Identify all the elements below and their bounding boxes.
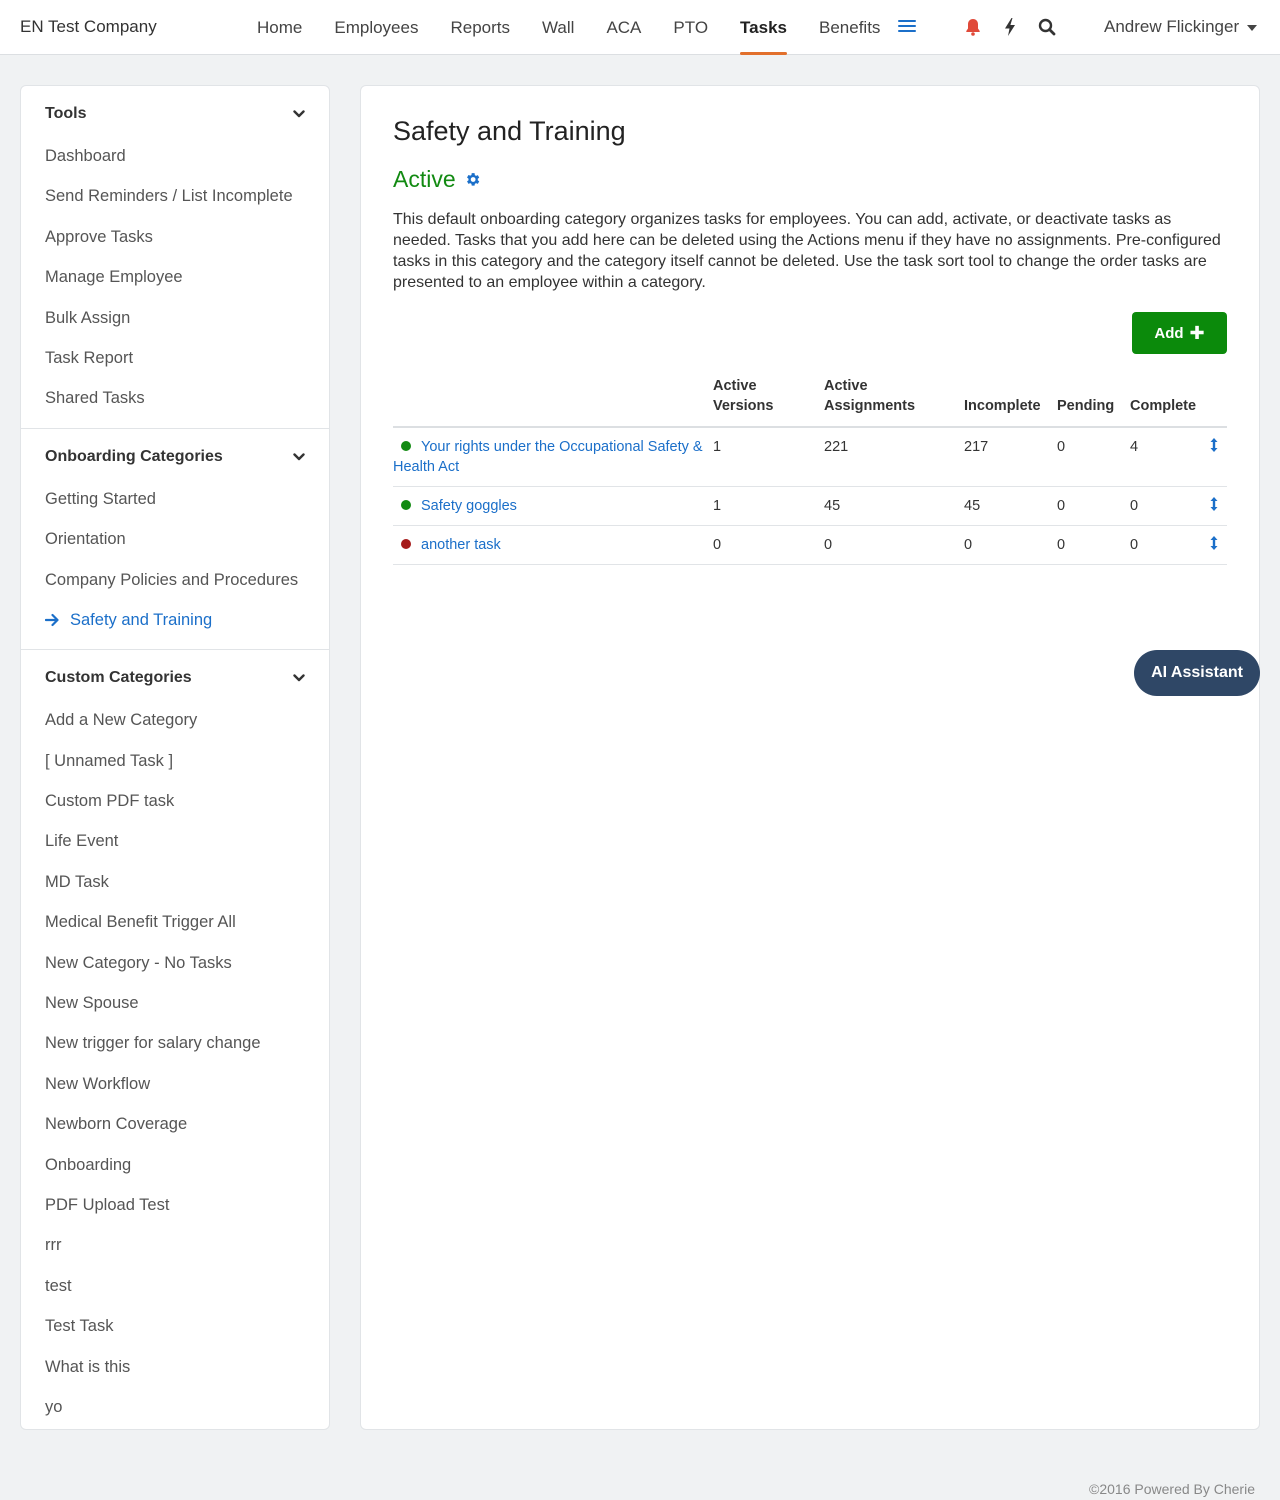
sidebar-item-custom[interactable]: New Category - No Tasks bbox=[45, 953, 232, 972]
nav-reports[interactable]: Reports bbox=[450, 17, 510, 37]
sort-handle-icon[interactable] bbox=[1209, 535, 1219, 551]
task-link[interactable]: Safety goggles bbox=[421, 498, 517, 514]
section-title: Custom Categories bbox=[45, 669, 192, 687]
sort-cell bbox=[1200, 526, 1227, 565]
sidebar-item-add-category[interactable]: Add a New Category bbox=[45, 711, 198, 730]
menu-icon[interactable] bbox=[898, 20, 916, 34]
complete-cell: 0 bbox=[1130, 526, 1200, 565]
sidebar-item-bulk-assign[interactable]: Bulk Assign bbox=[45, 308, 131, 327]
table-row bbox=[393, 526, 1227, 565]
nav-aca[interactable]: ACA bbox=[606, 17, 642, 37]
caret-down-icon bbox=[1247, 25, 1257, 31]
sidebar-item-safety-and-training[interactable] bbox=[21, 600, 329, 640]
nav-wall[interactable]: Wall bbox=[542, 17, 575, 37]
sidebar-item-custom[interactable]: What is this bbox=[45, 1357, 131, 1376]
active-assignments-cell: 45 bbox=[824, 487, 964, 526]
section-title: Onboarding Categories bbox=[45, 447, 223, 465]
sidebar-item-custom[interactable]: New Workflow bbox=[45, 1074, 151, 1093]
sidebar-item-custom[interactable]: Custom PDF task bbox=[45, 792, 175, 811]
incomplete-cell: 45 bbox=[964, 487, 1057, 526]
sidebar-item-custom[interactable]: [ Unnamed Task ] bbox=[45, 751, 174, 770]
nav-benefits[interactable]: Benefits bbox=[819, 17, 881, 37]
sort-cell bbox=[1200, 487, 1227, 526]
chevron-down-icon[interactable] bbox=[293, 451, 305, 463]
sidebar bbox=[20, 85, 330, 1430]
sidebar-item-custom[interactable]: rrr bbox=[45, 1236, 62, 1255]
task-name-cell bbox=[393, 526, 713, 565]
category-status bbox=[393, 166, 481, 193]
add-button-label: Add bbox=[1154, 324, 1184, 342]
tools-section-header[interactable] bbox=[21, 102, 329, 126]
section-title: Tools bbox=[45, 105, 87, 122]
sidebar-item-custom[interactable]: yo bbox=[45, 1397, 63, 1416]
task-name-cell bbox=[393, 427, 713, 487]
sidebar-item-custom[interactable]: Newborn Coverage bbox=[45, 1115, 188, 1134]
tasks-table bbox=[393, 376, 1227, 565]
main-panel bbox=[360, 85, 1260, 1430]
tools-section bbox=[21, 86, 329, 429]
table-header-row bbox=[393, 376, 1227, 427]
inactive-status-dot bbox=[401, 539, 411, 549]
arrow-right-icon bbox=[45, 613, 60, 627]
incomplete-cell: 0 bbox=[964, 526, 1057, 565]
active-assignments-cell: 0 bbox=[824, 526, 964, 565]
plus-icon: ✚ bbox=[1189, 323, 1205, 343]
ai-assistant-button[interactable]: AI Assistant bbox=[1134, 650, 1260, 696]
active-versions-cell: 1 bbox=[713, 487, 824, 526]
sidebar-item-label: Safety and Training bbox=[70, 610, 213, 629]
company-name[interactable]: EN Test Company bbox=[20, 17, 157, 36]
pending-cell: 0 bbox=[1057, 427, 1130, 487]
sidebar-item-custom[interactable]: test bbox=[45, 1276, 72, 1295]
bell-icon[interactable] bbox=[962, 16, 984, 38]
sidebar-item-shared-tasks[interactable]: Shared Tasks bbox=[45, 389, 145, 408]
pending-cell: 0 bbox=[1057, 526, 1130, 565]
status-label: Active bbox=[393, 166, 456, 192]
sort-handle-icon[interactable] bbox=[1209, 496, 1219, 512]
custom-section bbox=[21, 650, 329, 1436]
pending-cell: 0 bbox=[1057, 487, 1130, 526]
nav-employees[interactable]: Employees bbox=[334, 17, 419, 37]
search-icon[interactable] bbox=[1036, 16, 1058, 38]
col-header-name bbox=[393, 376, 713, 427]
sidebar-item-custom[interactable]: New trigger for salary change bbox=[45, 1034, 261, 1053]
sort-cell bbox=[1200, 427, 1227, 487]
chevron-down-icon[interactable] bbox=[293, 108, 305, 120]
sidebar-item-dashboard[interactable]: Dashboard bbox=[45, 147, 126, 165]
active-versions-cell: 0 bbox=[713, 526, 824, 565]
sidebar-item-custom[interactable]: Life Event bbox=[45, 832, 119, 851]
sidebar-item-task-report[interactable]: Task Report bbox=[45, 348, 134, 367]
bolt-icon[interactable] bbox=[999, 16, 1021, 38]
sidebar-item-custom[interactable]: New Spouse bbox=[45, 994, 139, 1013]
table-row bbox=[393, 427, 1227, 487]
chevron-down-icon[interactable] bbox=[293, 672, 305, 684]
incomplete-cell: 217 bbox=[964, 427, 1057, 487]
sidebar-item-orientation[interactable]: Orientation bbox=[45, 530, 126, 549]
task-link[interactable]: Your rights under the Occupational Safety & Health Act bbox=[393, 439, 703, 475]
task-link[interactable]: another task bbox=[421, 537, 501, 553]
user-menu[interactable] bbox=[1104, 17, 1257, 37]
sidebar-item-approve-tasks[interactable]: Approve Tasks bbox=[45, 227, 153, 246]
category-description: This default onboarding category organizes tasks for employees. You can add, activate, or deactivate tasks as needed. Tasks that you add here can be deleted using the Actions menu if they have no assignments. Pre-configured tasks in this category and the category itself cannot be deleted. Use the task sort tool to change the order tasks are presented to an employee within a category. bbox=[393, 211, 1221, 291]
complete-cell: 0 bbox=[1130, 487, 1200, 526]
table-row bbox=[393, 487, 1227, 526]
sidebar-item-manage-employee[interactable]: Manage Employee bbox=[45, 268, 183, 287]
nav-tasks[interactable]: Tasks bbox=[724, 0, 803, 55]
custom-section-header[interactable] bbox=[21, 666, 329, 690]
task-name-cell bbox=[393, 487, 713, 526]
sidebar-item-custom[interactable]: MD Task bbox=[45, 872, 109, 891]
col-header-active-assignments: Active Assignments bbox=[824, 376, 964, 427]
active-versions-cell: 1 bbox=[713, 427, 824, 487]
complete-cell: 4 bbox=[1130, 427, 1200, 487]
user-name: Andrew Flickinger bbox=[1104, 17, 1240, 36]
sidebar-item-company-policies[interactable]: Company Policies and Procedures bbox=[45, 570, 299, 589]
gear-icon[interactable] bbox=[464, 171, 481, 188]
sidebar-item-custom[interactable]: Medical Benefit Trigger All bbox=[45, 913, 236, 932]
onboarding-section-header[interactable] bbox=[21, 445, 329, 469]
top-navbar bbox=[0, 0, 1280, 55]
nav-home[interactable]: Home bbox=[257, 17, 303, 37]
sidebar-item-custom[interactable]: Test Task bbox=[45, 1317, 114, 1336]
col-header-incomplete: Incomplete bbox=[964, 376, 1057, 427]
page-title: Safety and Training bbox=[393, 116, 626, 146]
sort-handle-icon[interactable] bbox=[1209, 437, 1219, 453]
sidebar-item-custom[interactable]: Onboarding bbox=[45, 1155, 132, 1174]
sidebar-item-getting-started[interactable]: Getting Started bbox=[45, 489, 156, 508]
sidebar-item-send-reminders[interactable]: Send Reminders / List Incomplete bbox=[45, 187, 293, 206]
active-status-dot bbox=[401, 441, 411, 451]
col-header-active-versions: Active Versions bbox=[713, 376, 824, 427]
sidebar-item-custom[interactable]: PDF Upload Test bbox=[45, 1195, 170, 1214]
onboarding-section bbox=[21, 429, 329, 651]
nav-pto[interactable]: PTO bbox=[673, 17, 709, 37]
col-header-complete: Complete bbox=[1130, 376, 1200, 427]
add-task-button[interactable] bbox=[1132, 312, 1227, 354]
col-header-pending: Pending bbox=[1057, 376, 1130, 427]
active-assignments-cell: 221 bbox=[824, 427, 964, 487]
main-nav bbox=[241, 0, 896, 55]
col-header-sort bbox=[1200, 376, 1227, 427]
footer-copyright: ©2016 Powered By Cherie bbox=[1089, 1481, 1255, 1497]
active-status-dot bbox=[401, 500, 411, 510]
